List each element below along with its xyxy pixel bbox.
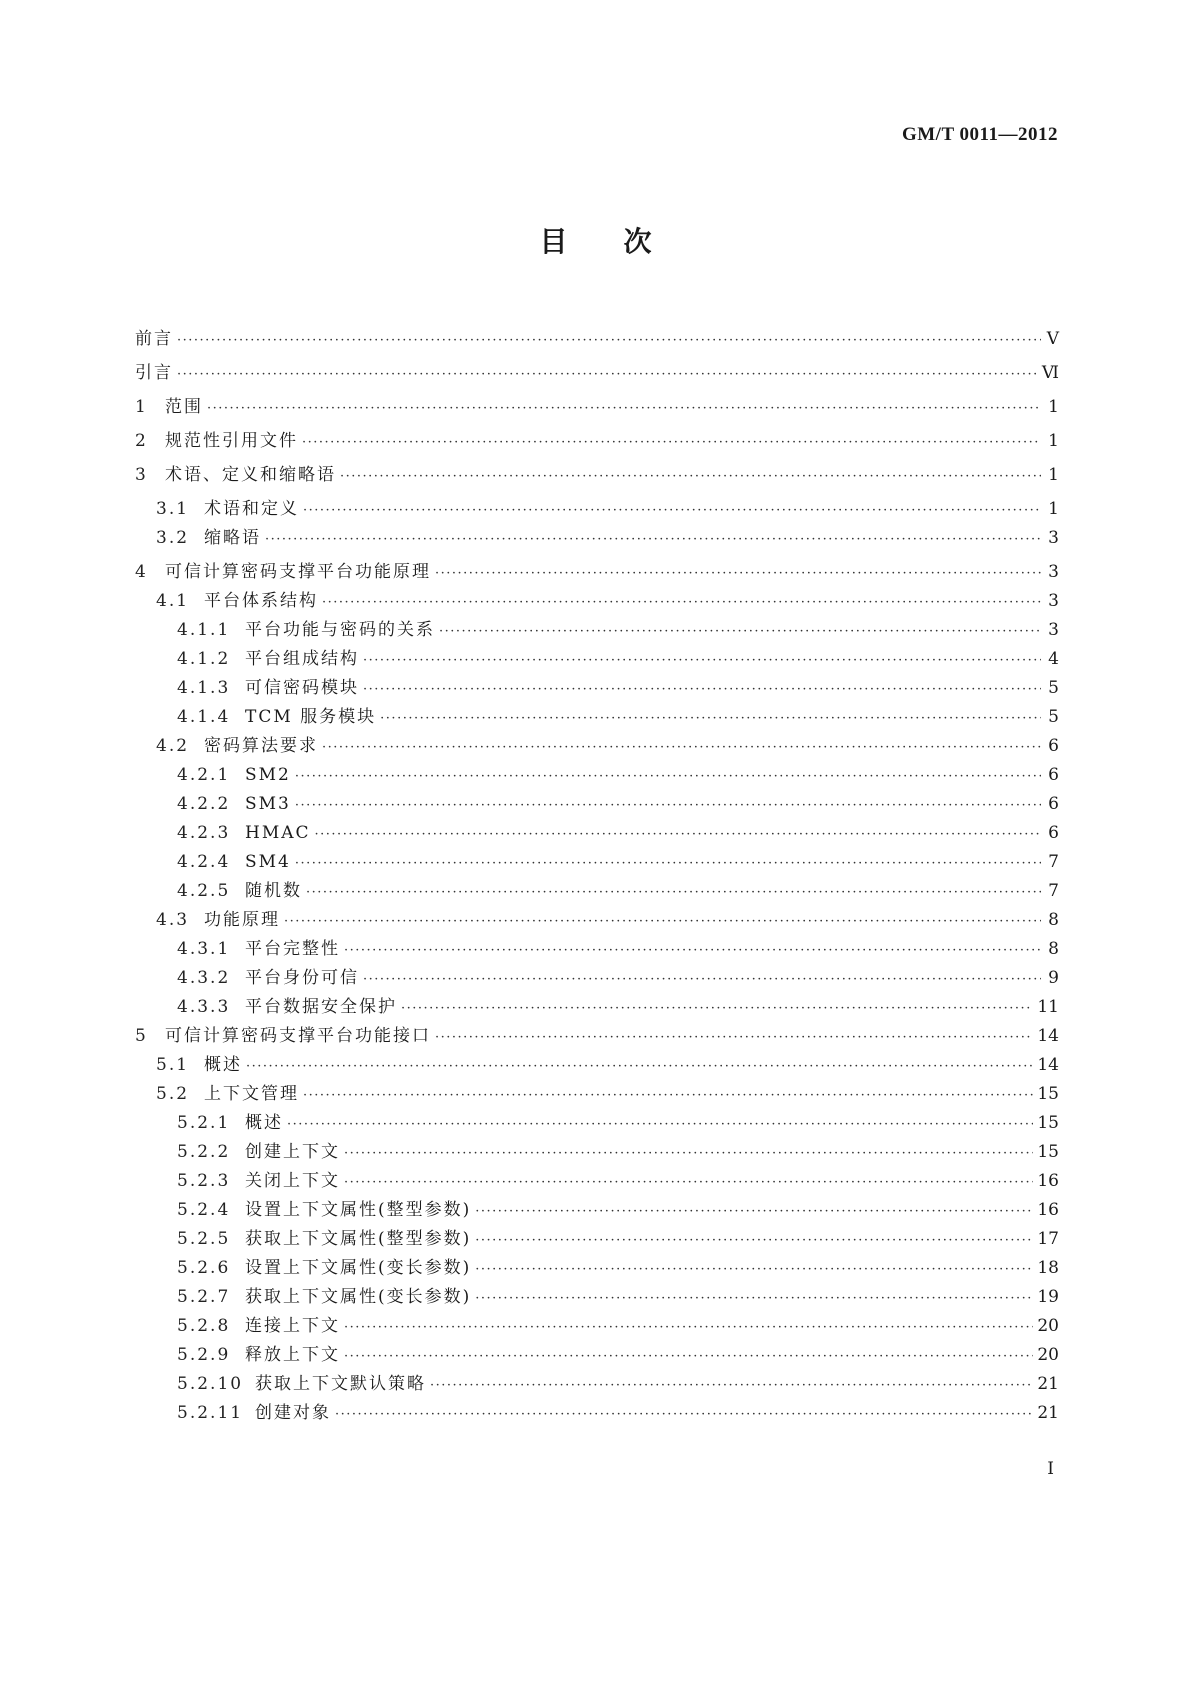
toc-entry-label: 平台数据安全保护 [245, 997, 397, 1017]
toc-entry-number: 3.2 [156, 528, 190, 548]
toc-entry-page: 1 [1048, 499, 1059, 519]
toc-entry-number: 5.2.5 [177, 1229, 231, 1249]
toc-entry-label: 可信计算密码支撑平台功能接口 [165, 1026, 431, 1046]
toc-entry-page: 8 [1048, 939, 1059, 959]
toc-entry[interactable] [135, 462, 1059, 488]
toc-dot-leader [284, 909, 1041, 935]
toc-entry-label: SM2 [245, 765, 291, 785]
toc-entry-label: 概述 [245, 1113, 283, 1133]
toc-entry-number: 4.1.1 [177, 620, 231, 640]
toc-entry[interactable] [135, 617, 1059, 643]
toc-entry-label: HMAC [245, 823, 311, 843]
toc-entry[interactable] [135, 965, 1059, 991]
toc-entry-label: 获取上下文默认策略 [255, 1374, 426, 1394]
toc-entry-number: 5.2.3 [177, 1171, 231, 1191]
toc-entry[interactable] [135, 1284, 1059, 1310]
toc-entry-page: 7 [1048, 852, 1059, 872]
toc-dot-leader [344, 1141, 1033, 1167]
toc-entry-label: 设置上下文属性(变长参数) [245, 1258, 472, 1278]
toc-entry[interactable] [135, 1342, 1059, 1368]
toc-entry-page: 3 [1048, 528, 1059, 548]
toc-dot-leader [315, 822, 1041, 848]
toc-entry-number: 5.2.11 [177, 1403, 244, 1423]
toc-entry[interactable] [135, 1052, 1059, 1078]
toc-entry-label: 术语和定义 [204, 499, 299, 519]
toc-entry-label: 连接上下文 [245, 1316, 340, 1336]
toc-entry-number: 3.1 [156, 499, 190, 519]
toc-entry-number: 4.3.1 [177, 939, 231, 959]
toc-entry-page: 7 [1048, 881, 1059, 901]
toc-entry-number: 4.3.2 [177, 968, 231, 988]
toc-entry-page: 15 [1037, 1142, 1059, 1162]
toc-dot-leader [344, 1344, 1033, 1370]
toc-entry-page: 14 [1037, 1055, 1059, 1075]
toc-entry[interactable] [135, 588, 1059, 614]
toc-dot-leader [344, 1170, 1033, 1196]
toc-entry-label: 平台身份可信 [245, 968, 359, 988]
toc-entry[interactable] [135, 525, 1059, 551]
toc-entry[interactable] [135, 1139, 1059, 1165]
toc-entry[interactable] [135, 1313, 1059, 1339]
toc-entry-label: 随机数 [245, 881, 302, 901]
toc-dot-leader [303, 1083, 1033, 1109]
toc-dot-leader [475, 1286, 1033, 1312]
toc-entry[interactable] [135, 791, 1059, 817]
toc-entry-number: 4.3.3 [177, 997, 231, 1017]
toc-dot-leader [380, 706, 1041, 732]
toc-entry[interactable] [135, 1400, 1059, 1426]
toc-dot-leader [306, 880, 1041, 906]
toc-entry-page: 19 [1037, 1287, 1059, 1307]
toc-entry[interactable] [135, 1081, 1059, 1107]
toc-entry[interactable] [135, 820, 1059, 846]
toc-entry[interactable] [135, 559, 1059, 585]
toc-entry-label: 关闭上下文 [245, 1171, 340, 1191]
toc-dot-leader [177, 328, 1041, 354]
toc-entry-number: 3 [135, 465, 148, 485]
toc-entry[interactable] [135, 428, 1059, 454]
toc-entry-page: 17 [1037, 1229, 1059, 1249]
toc-entry-label: 平台体系结构 [204, 591, 318, 611]
toc-dot-leader [401, 996, 1033, 1022]
toc-entry-label: 获取上下文属性(变长参数) [245, 1287, 472, 1307]
toc-entry-label: 规范性引用文件 [165, 431, 298, 451]
toc-entry[interactable] [135, 762, 1059, 788]
toc-entry[interactable] [135, 849, 1059, 875]
toc-entry-number: 4 [135, 562, 148, 582]
toc-entry-label: 平台组成结构 [245, 649, 359, 669]
toc-dot-leader [303, 498, 1041, 524]
toc-entry-page: 9 [1048, 968, 1059, 988]
toc-entry-number: 2 [135, 431, 148, 451]
toc-dot-leader [344, 938, 1041, 964]
toc-entry-page: 21 [1037, 1403, 1059, 1423]
toc-dot-leader [344, 1315, 1033, 1341]
toc-dot-leader [435, 1025, 1033, 1051]
toc-entry-page: 3 [1048, 591, 1059, 611]
toc-entry-label: 可信密码模块 [245, 678, 359, 698]
toc-entry-number: 4.1.3 [177, 678, 231, 698]
toc-entry[interactable] [135, 1197, 1059, 1223]
page-number: I [1047, 1459, 1054, 1479]
toc-entry-label: 释放上下文 [245, 1345, 340, 1365]
toc-entry-label: TCM 服务模块 [245, 707, 377, 727]
toc-dot-leader [177, 362, 1038, 388]
toc-entry-number: 4.2.4 [177, 852, 231, 872]
toc-entry-number: 5.2.2 [177, 1142, 231, 1162]
toc-entry-page: 6 [1048, 736, 1059, 756]
toc-entry-page: 4 [1048, 649, 1059, 669]
toc-entry-number: 4.1 [156, 591, 190, 611]
toc-entry-label: 前言 [135, 329, 173, 349]
toc-entry-page: 3 [1048, 620, 1059, 640]
toc-entry-page: Ⅴ [1046, 329, 1059, 349]
toc-dot-leader [295, 793, 1041, 819]
toc-entry-number: 4.2.1 [177, 765, 231, 785]
toc-dot-leader [207, 396, 1041, 422]
toc-entry-label: 缩略语 [204, 528, 261, 548]
toc-entry-number: 5.2.10 [177, 1374, 244, 1394]
toc-entry-number: 5.2.9 [177, 1345, 231, 1365]
toc-dot-leader [363, 648, 1041, 674]
toc-entry-page: 3 [1048, 562, 1059, 582]
toc-entry-page: 5 [1048, 678, 1059, 698]
toc-entry-page: 8 [1048, 910, 1059, 930]
toc-entry-number: 5 [135, 1026, 148, 1046]
toc-dot-leader [265, 527, 1041, 553]
toc-entry-label: 创建上下文 [245, 1142, 340, 1162]
toc-entry-number: 5.2.7 [177, 1287, 231, 1307]
toc-entry[interactable] [135, 496, 1059, 522]
toc-dot-leader [335, 1402, 1033, 1428]
toc-entry-page: 1 [1048, 431, 1059, 451]
toc-entry-number: 5.2.6 [177, 1258, 231, 1278]
toc-entry[interactable] [135, 704, 1059, 730]
toc-dot-leader [475, 1199, 1033, 1225]
toc-entry[interactable] [135, 360, 1059, 386]
toc-entry[interactable] [135, 646, 1059, 672]
toc-entry-page: 6 [1048, 765, 1059, 785]
toc-entry-page: 20 [1037, 1345, 1059, 1365]
toc-entry-page: 11 [1037, 997, 1059, 1017]
toc-entry-label: 密码算法要求 [204, 736, 318, 756]
toc-entry[interactable] [135, 994, 1059, 1020]
toc-entry-label: 平台完整性 [245, 939, 340, 959]
toc-entry-label: 引言 [135, 363, 173, 383]
toc-dot-leader [295, 851, 1041, 877]
toc-entry-number: 4.2.3 [177, 823, 231, 843]
toc-entry-page: 21 [1037, 1374, 1059, 1394]
toc-dot-leader [322, 735, 1041, 761]
toc-entry-label: 功能原理 [204, 910, 280, 930]
toc-title: 目次 [539, 225, 708, 258]
toc-entry-number: 4.3 [156, 910, 190, 930]
toc-dot-leader [287, 1112, 1033, 1138]
toc-entry[interactable] [135, 675, 1059, 701]
toc-entry-label: 概述 [204, 1055, 242, 1075]
toc-entry-number: 4.2.2 [177, 794, 231, 814]
toc-dot-leader [295, 764, 1041, 790]
toc-entry-number: 5.1 [156, 1055, 190, 1075]
toc-entry[interactable] [135, 1110, 1059, 1136]
toc-entry[interactable] [135, 326, 1059, 352]
toc-entry-page: 16 [1037, 1200, 1059, 1220]
toc-entry[interactable] [135, 1023, 1059, 1049]
toc-entry[interactable] [135, 936, 1059, 962]
toc-dot-leader [435, 561, 1041, 587]
toc-entry-label: 上下文管理 [204, 1084, 299, 1104]
toc-entry-label: 范围 [165, 397, 203, 417]
toc-entry-page: 6 [1048, 794, 1059, 814]
toc-entry-page: 6 [1048, 823, 1059, 843]
toc-entry-label: 平台功能与密码的关系 [245, 620, 435, 640]
toc-dot-leader [302, 430, 1041, 456]
toc-entry-label: 创建对象 [255, 1403, 331, 1423]
toc-dot-leader [439, 619, 1041, 645]
toc-entry-page: 1 [1048, 397, 1059, 417]
toc-entry-page: 1 [1048, 465, 1059, 485]
toc-entry-page: 15 [1037, 1113, 1059, 1133]
document-code: GM/T 0011—2012 [901, 124, 1058, 145]
toc-entry-number: 4.1.4 [177, 707, 231, 727]
toc-entry[interactable] [135, 1226, 1059, 1252]
toc-entry-page: 18 [1037, 1258, 1059, 1278]
toc-dot-leader [430, 1373, 1033, 1399]
toc-entry-number: 1 [135, 397, 148, 417]
toc-entry[interactable] [135, 1255, 1059, 1281]
toc-entry-number: 5.2.8 [177, 1316, 231, 1336]
toc-entry[interactable] [135, 394, 1059, 420]
toc-entry-label: SM3 [245, 794, 291, 814]
toc-entry-label: 设置上下文属性(整型参数) [245, 1200, 472, 1220]
toc-entry-number: 4.2.5 [177, 881, 231, 901]
toc-entry-page: 14 [1037, 1026, 1059, 1046]
toc-entry-label: 术语、定义和缩略语 [165, 465, 336, 485]
toc-entry[interactable] [135, 878, 1059, 904]
toc-entry-number: 5.2 [156, 1084, 190, 1104]
toc-entry[interactable] [135, 733, 1059, 759]
toc-entry-page: 20 [1037, 1316, 1059, 1336]
toc-dot-leader [322, 590, 1041, 616]
toc-entry-page: Ⅵ [1041, 363, 1059, 383]
toc-entry-number: 4.1.2 [177, 649, 231, 669]
toc-entry-label: 获取上下文属性(整型参数) [245, 1229, 472, 1249]
toc-entry-number: 5.2.4 [177, 1200, 231, 1220]
toc-entry-label: 可信计算密码支撑平台功能原理 [165, 562, 431, 582]
toc-entry[interactable] [135, 1168, 1059, 1194]
toc-entry-label: SM4 [245, 852, 291, 872]
toc-dot-leader [340, 464, 1041, 490]
toc-entry-page: 16 [1037, 1171, 1059, 1191]
toc-entry-number: 5.2.1 [177, 1113, 231, 1133]
toc-dot-leader [363, 677, 1041, 703]
toc-entry-page: 5 [1048, 707, 1059, 727]
toc-dot-leader [246, 1054, 1033, 1080]
toc-dot-leader [363, 967, 1041, 993]
toc-entry-number: 4.2 [156, 736, 190, 756]
toc-entry[interactable] [135, 1371, 1059, 1397]
toc-entry[interactable] [135, 907, 1059, 933]
toc-dot-leader [475, 1257, 1033, 1283]
toc-dot-leader [475, 1228, 1033, 1254]
toc-entry-page: 15 [1037, 1084, 1059, 1104]
